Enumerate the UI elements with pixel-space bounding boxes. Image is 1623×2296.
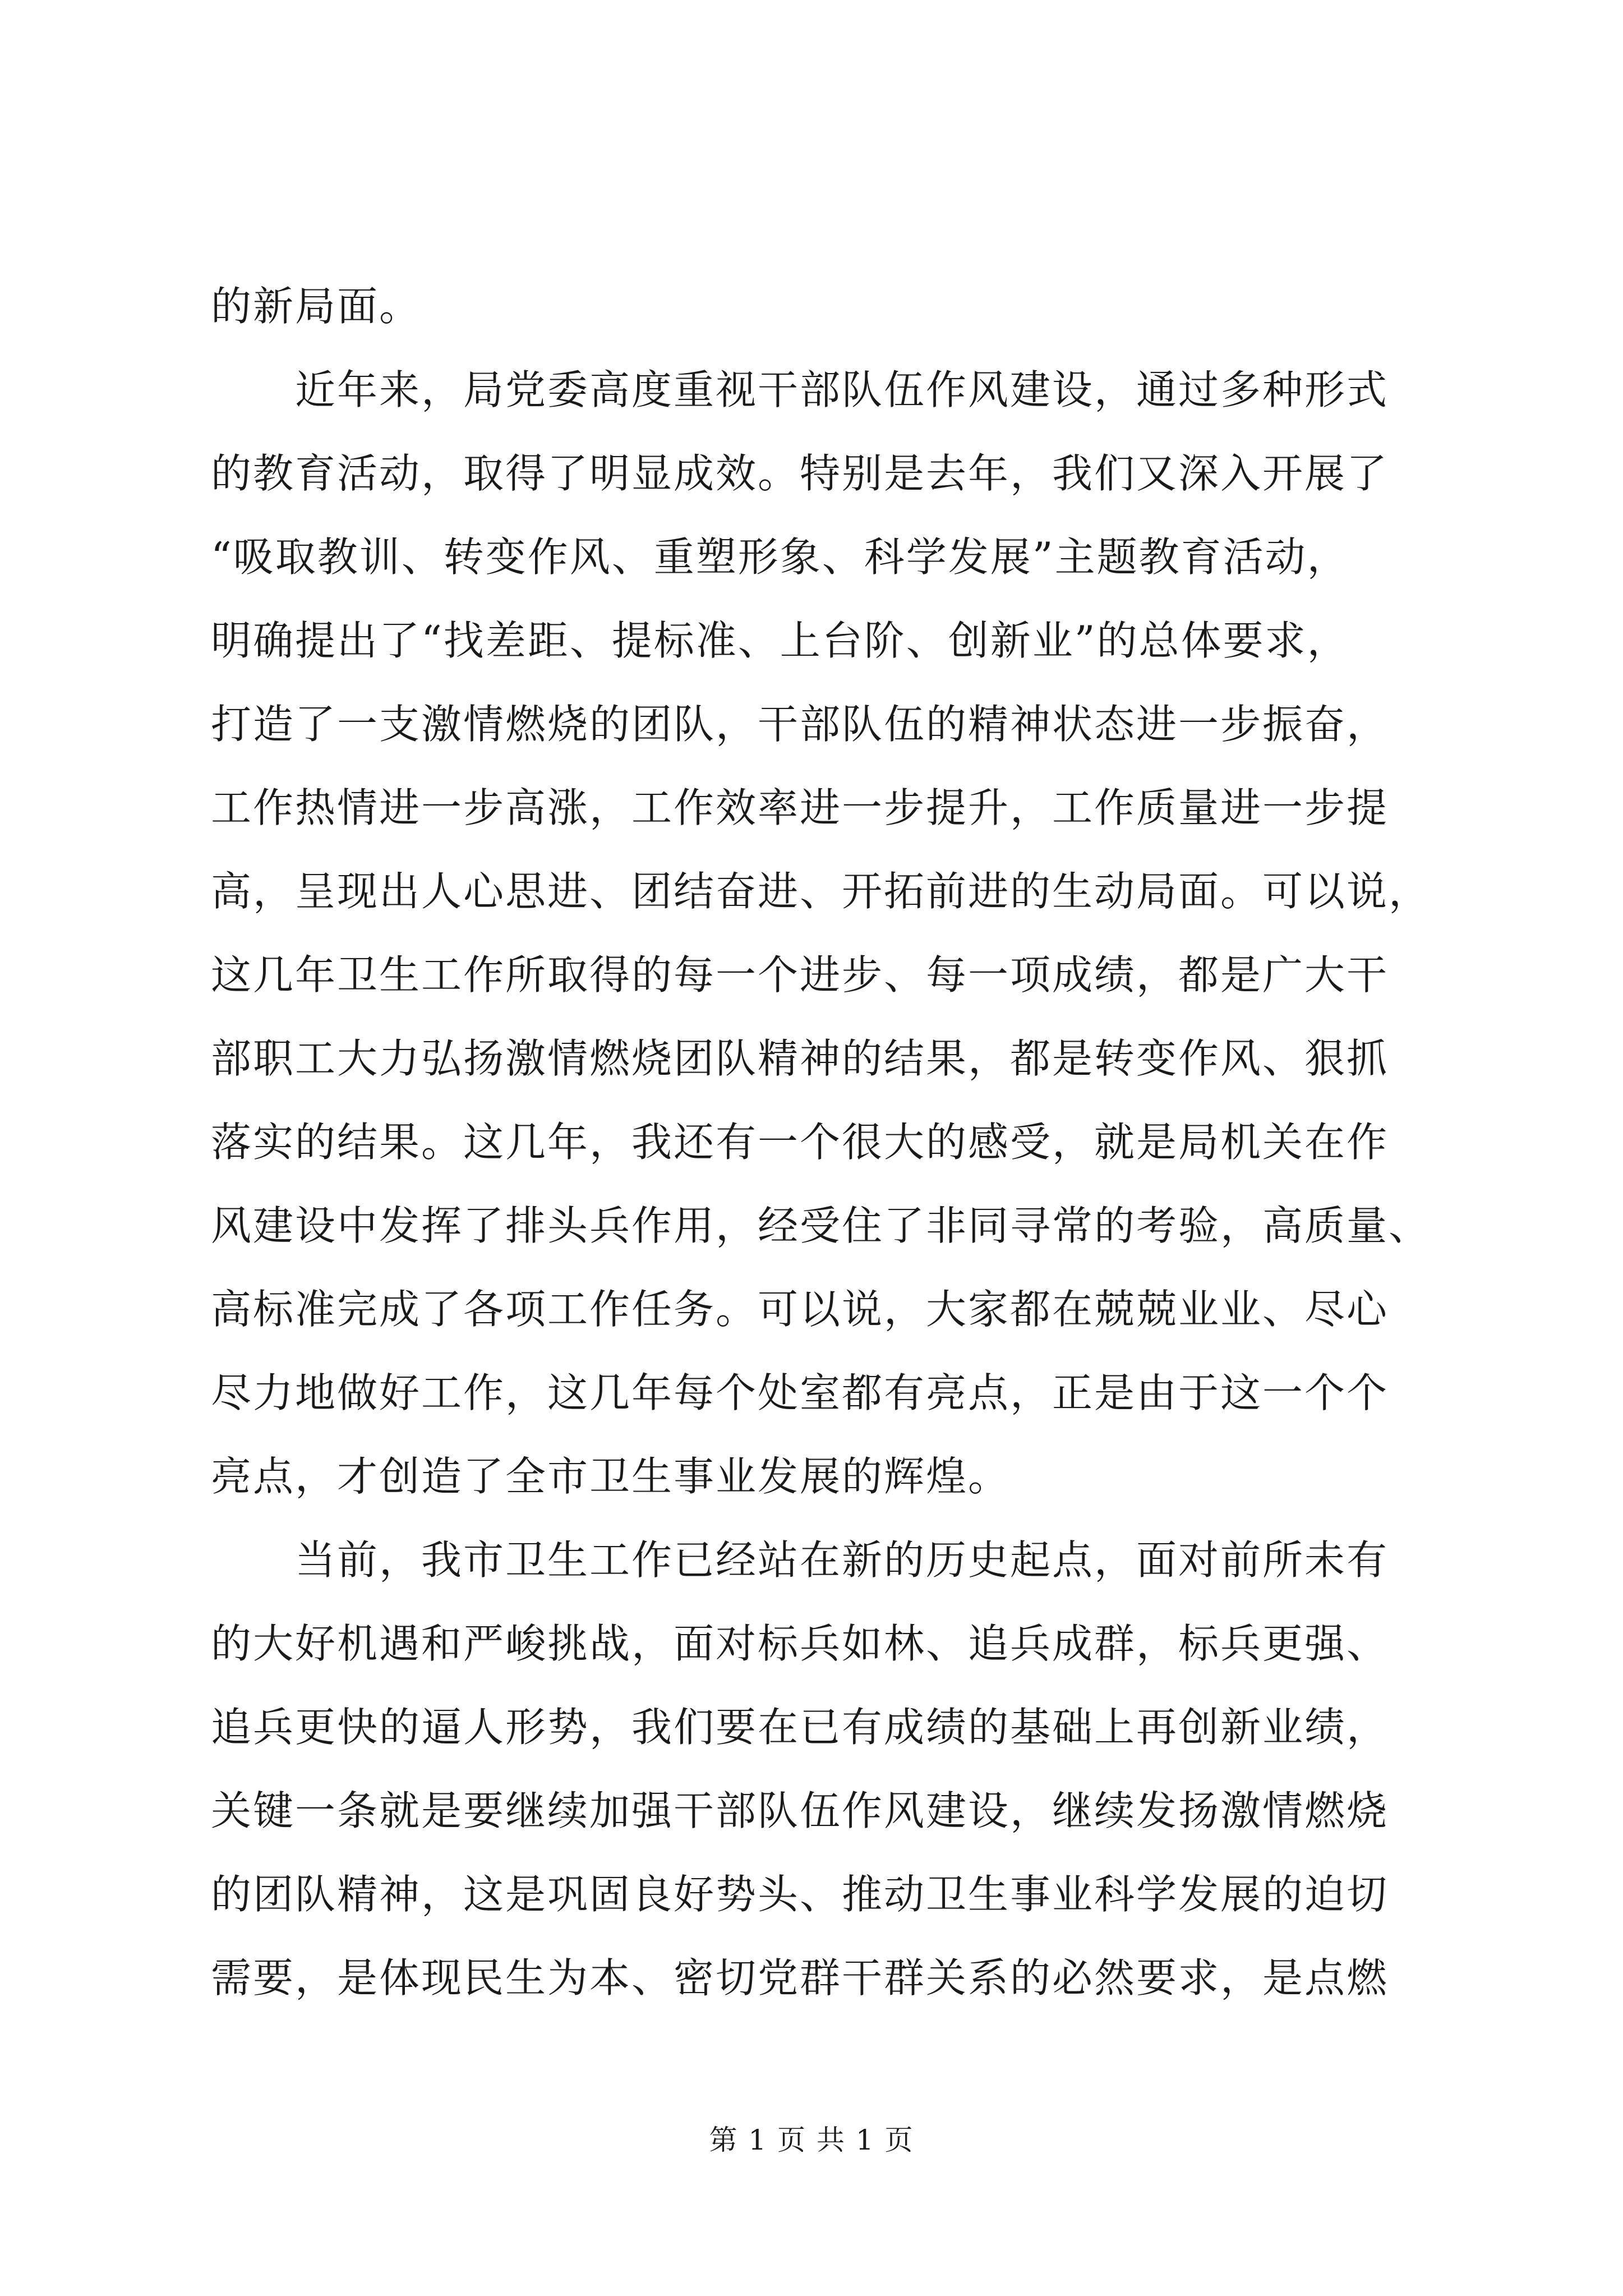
text-line: 打造了一支激情燃烧的团队，干部队伍的精神状态进一步振奋，: [211, 701, 1389, 748]
text-line: 关键一条就是要继续加强干部队伍作风建设，继续发扬激情燃烧: [211, 1787, 1389, 1834]
text-line: 部职工大力弘扬激情燃烧团队精神的结果，都是转变作风、狠抓: [211, 1035, 1389, 1082]
text-line: 近年来，局党委高度重视干部队伍作风建设，通过多种形式: [211, 366, 1389, 413]
text-line: 追兵更快的逼人形势，我们要在已有成绩的基础上再创新业绩，: [211, 1704, 1389, 1751]
text-line: 当前，我市卫生工作已经站在新的历史起点，面对前所未有: [211, 1536, 1389, 1584]
text-line: “吸取教训、转变作风、重塑形象、科学发展”主题教育活动，: [211, 533, 1349, 581]
page-number-label: 第 1 页 共 1 页: [709, 2124, 914, 2156]
text-line: 工作热情进一步高涨，工作效率进一步提升，工作质量进一步提: [211, 784, 1389, 831]
text-line: 明确提出了“找差距、提标准、上台阶、创新业”的总体要求，: [211, 617, 1349, 664]
text-line: 风建设中发挥了排头兵作用，经受住了非同寻常的考验，高质量、: [211, 1202, 1431, 1249]
text-line: 的新局面。: [211, 283, 422, 330]
text-line: 高，呈现出人心思进、团结奋进、开拓前进的生动局面。可以说，: [211, 868, 1431, 915]
text-line: 落实的结果。这几年，我还有一个很大的感受，就是局机关在作: [211, 1119, 1389, 1166]
text-line: 的大好机遇和严峻挑战，面对标兵如林、追兵成群，标兵更强、: [211, 1620, 1389, 1667]
text-line: 尽力地做好工作，这几年每个处室都有亮点，正是由于这一个个: [211, 1369, 1389, 1416]
page-footer: [0, 2120, 1623, 2160]
text-line: 需要，是体现民生为本、密切党群干群关系的必然要求，是点燃: [211, 1954, 1389, 2001]
text-line: 亮点，才创造了全市卫生事业发展的辉煌。: [211, 1453, 1011, 1500]
text-line: 高标准完成了各项工作任务。可以说，大家都在兢兢业业、尽心: [211, 1286, 1389, 1333]
text-line: 的教育活动，取得了明显成效。特别是去年，我们又深入开展了: [211, 450, 1389, 497]
text-line: 这几年卫生工作所取得的每一个进步、每一项成绩，都是广大干: [211, 951, 1389, 999]
text-line: 的团队精神，这是巩固良好势头、推动卫生事业科学发展的迫切: [211, 1871, 1389, 1918]
body-text: [211, 265, 1431, 2020]
